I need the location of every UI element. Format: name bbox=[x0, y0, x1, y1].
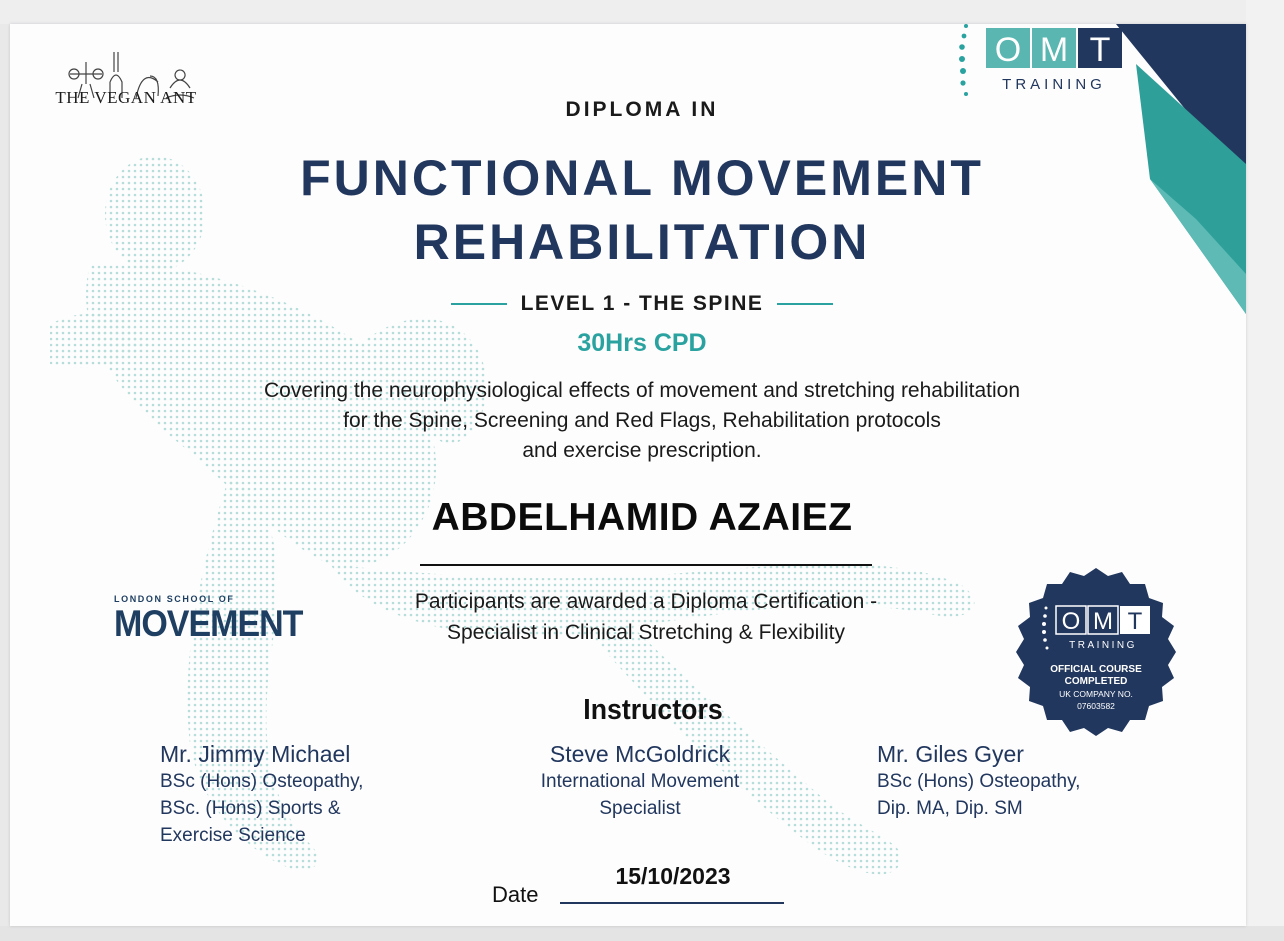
instructor-credential: Specialist bbox=[599, 798, 681, 819]
award-line: Specialist in Clinical Stretching & Flexibility bbox=[447, 621, 845, 644]
seal-official-text: OFFICIAL COURSE bbox=[1050, 664, 1142, 675]
seal-completed-text: COMPLETED bbox=[1064, 676, 1128, 687]
seal-letter-t: T bbox=[1127, 608, 1143, 635]
instructor-credential: Dip. MA, Dip. SM bbox=[877, 798, 1023, 819]
instructor-name: Steve McGoldrick bbox=[549, 741, 731, 767]
level-divider-left bbox=[451, 303, 507, 305]
omt-training-text: TRAINING bbox=[1002, 76, 1106, 93]
instructor-name: Mr. Giles Gyer bbox=[877, 741, 1024, 767]
page-bottom-margin bbox=[0, 926, 1284, 941]
page-top-margin bbox=[0, 0, 1284, 24]
lsm-logo-small-text: LONDON SCHOOL OF bbox=[114, 594, 235, 604]
award-line: Participants are awarded a Diploma Certification - bbox=[414, 590, 878, 613]
level-text: LEVEL 1 - THE SPINE bbox=[520, 292, 764, 315]
cpd-hours: 30Hrs CPD bbox=[577, 329, 707, 357]
instructor-block bbox=[877, 740, 1207, 822]
instructors-heading: Instructors bbox=[583, 694, 723, 726]
seal-letter-m: M bbox=[1093, 608, 1113, 635]
date-underline bbox=[560, 902, 784, 904]
diploma-pretitle: DIPLOMA IN bbox=[565, 98, 719, 121]
seal-company-label: UK COMPANY NO. bbox=[1059, 689, 1133, 699]
instructor-credential: Exercise Science bbox=[160, 825, 306, 846]
instructor-credential: BSc (Hons) Osteopathy, bbox=[160, 771, 364, 792]
seal-training-text: TRAINING bbox=[1069, 640, 1137, 651]
description-line: and exercise prescription. bbox=[522, 439, 762, 462]
recipient-name: ABDELHAMID AZAIEZ bbox=[431, 496, 853, 539]
level-divider-right bbox=[777, 303, 833, 305]
description-line: Covering the neurophysiological effects of movement and stretching rehabilitation bbox=[263, 379, 1021, 402]
vegan-ant-logo-text: THE VEGAN ANT bbox=[55, 88, 197, 107]
diploma-title-line1: FUNCTIONAL MOVEMENT bbox=[300, 150, 984, 206]
instructor-credential: BSc. (Hons) Sports & bbox=[160, 798, 341, 819]
description-line: for the Spine, Screening and Red Flags, Rehabilitation protocols bbox=[343, 409, 941, 432]
instructor-credential: BSc (Hons) Osteopathy, bbox=[877, 771, 1081, 792]
seal-company-number: 07603582 bbox=[1077, 701, 1115, 711]
seal-letter-o: O bbox=[1061, 608, 1081, 635]
omt-letter-t: T bbox=[1089, 31, 1111, 69]
recipient-name-underline bbox=[420, 564, 872, 566]
omt-training-logo-icon bbox=[950, 22, 1130, 102]
page-right-margin bbox=[1246, 0, 1284, 941]
diploma-title-line2: REHABILITATION bbox=[413, 214, 871, 270]
date-value: 15/10/2023 bbox=[615, 863, 731, 889]
instructor-name: Mr. Jimmy Michael bbox=[160, 741, 351, 767]
level-row bbox=[0, 292, 1284, 316]
instructor-block bbox=[160, 740, 490, 849]
instructor-credential: International Movement bbox=[540, 771, 740, 792]
date-label: Date bbox=[492, 882, 539, 907]
omt-letter-o: O bbox=[994, 31, 1022, 69]
omt-letter-m: M bbox=[1039, 31, 1069, 69]
lsm-logo-big-text: MOVEMENT bbox=[114, 602, 303, 645]
instructor-block bbox=[470, 740, 810, 822]
